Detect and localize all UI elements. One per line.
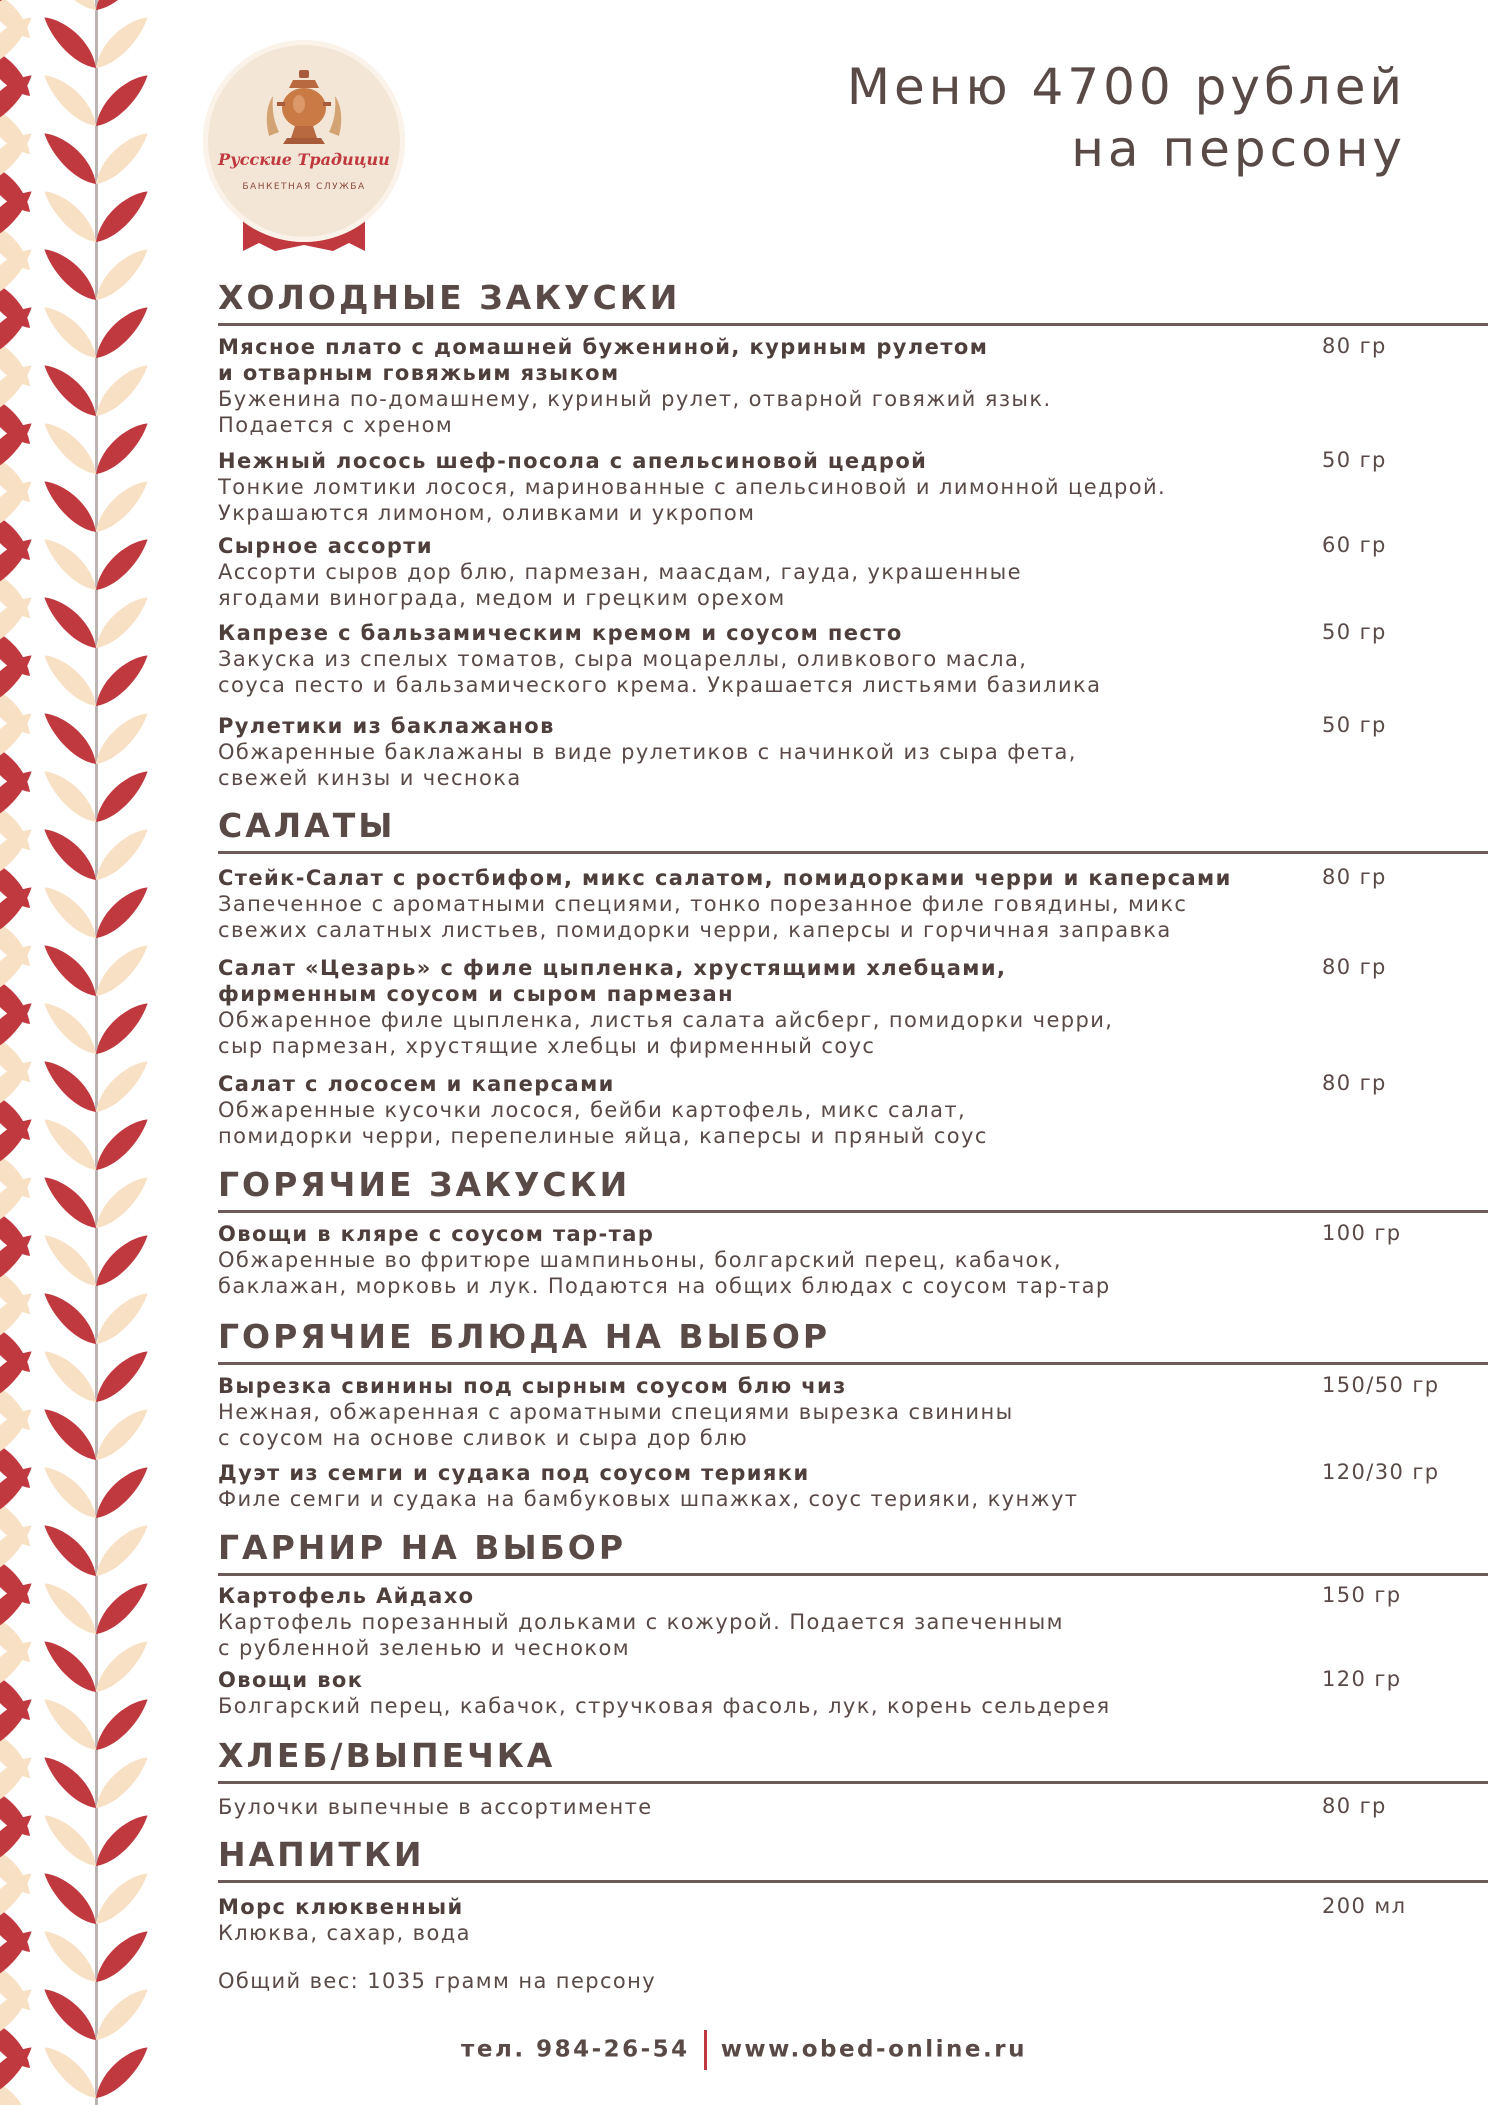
leaf-icon [85, 362, 150, 418]
item-description: Булочки выпечные в ассортименте [218, 1795, 653, 1819]
phone-number: тел. 984-26-54 [461, 2036, 690, 2063]
leaf-icon [85, 188, 150, 244]
item-description: Обжаренные кусочки лосося, бейби картофель, микс салат, помидорки черри, перепелиные яйца, каперсы и пряный соус [218, 1098, 988, 1148]
item-name: Сырное ассорти [218, 534, 433, 558]
item-description: Филе семги и судака на бамбуковых шпажках, соус терияки, кунжут [218, 1487, 1079, 1511]
leaf-icon [85, 768, 150, 824]
leaf-icon [85, 1116, 150, 1172]
leaf-icon [85, 1928, 150, 1984]
item-description: Закуска из спелых томатов, сыра моцареллы, оливкового масла, соуса песто и бальзамического крема. Украшается листьями базилика [218, 647, 1102, 697]
leaf-icon [85, 420, 150, 476]
leaf-icon [85, 1638, 150, 1694]
item-weight: 80 гр [1322, 1071, 1387, 1095]
leaf-icon [85, 942, 150, 998]
item-weight: 80 гр [1322, 334, 1387, 358]
item-weight: 50 гр [1322, 713, 1387, 737]
leaf-icon [85, 652, 150, 708]
contact-footer [0, 2030, 1488, 2070]
leaf-icon [85, 130, 150, 186]
item-weight: 150 гр [1322, 1583, 1402, 1607]
section-divider [218, 1362, 1488, 1365]
item-weight: 60 гр [1322, 533, 1387, 557]
section-divider [218, 323, 1488, 326]
leaf-icon [85, 1754, 150, 1810]
item-description: Нежная, обжаренная с ароматными специями вырезка свинины с соусом на основе сливок и сыра дор блю [218, 1400, 1014, 1450]
leaf-icon [85, 72, 150, 128]
website-link[interactable]: www.obed-online.ru [720, 2036, 1027, 2063]
leaf-icon [85, 478, 150, 534]
item-weight: 80 гр [1322, 1794, 1387, 1818]
leaf-icon [85, 1812, 150, 1868]
section-title: САЛАТЫ [218, 806, 396, 845]
item-description: Буженина по-домашнему, куриный рулет, отварной говяжий язык. Подается с хреном [218, 387, 1052, 437]
menu-item [218, 620, 1398, 698]
item-weight: 100 гр [1322, 1221, 1402, 1245]
menu-item [218, 1794, 1398, 1820]
item-description: Обжаренные во фритюре шампиньоны, болгарский перец, кабачок, баклажан, морковь и лук. Подаются на общих блюдах с соусом тар-тар [218, 1248, 1111, 1298]
total-weight: Общий вес: 1035 грамм на персону [218, 1969, 657, 1993]
menu-item [218, 713, 1398, 791]
item-description: Болгарский перец, кабачок, стручковая фасоль, лук, корень сельдерея [218, 1694, 1111, 1718]
menu-item [218, 1460, 1440, 1512]
leaf-icon [85, 1174, 150, 1230]
page-title [847, 56, 1406, 180]
leaf-icon [85, 1290, 150, 1346]
item-name: Овощи вок [218, 1668, 364, 1692]
item-description: Обжаренные баклажаны в виде рулетиков с начинкой из сыра фета, свежей кинзы и чеснока [218, 740, 1077, 790]
leaf-icon [85, 884, 150, 940]
section-divider [218, 1880, 1488, 1883]
leaf-icon [85, 1406, 150, 1462]
item-name: Салат «Цезарь» с филе цыпленка, хрустящими хлебцами, фирменным соусом и сыром пармезан [218, 956, 1007, 1006]
section-title: ГАРНИР НА ВЫБОР [218, 1528, 627, 1567]
item-weight: 120/30 гр [1322, 1460, 1440, 1484]
brand-logo [203, 40, 405, 254]
leaf-icon [85, 594, 150, 650]
item-weight: 120 гр [1322, 1667, 1402, 1691]
section-divider [218, 851, 1488, 854]
leaf-icon [85, 826, 150, 882]
section-divider [218, 1573, 1488, 1576]
brand-name: Русские Традиции [218, 150, 390, 169]
leaf-icon [85, 710, 150, 766]
item-name: Рулетики из баклажанов [218, 714, 555, 738]
item-weight: 150/50 гр [1322, 1373, 1440, 1397]
item-name: Капрезе с бальзамическим кремом и соусом песто [218, 621, 903, 645]
menu-item [218, 865, 1398, 943]
section-title: ХОЛОДНЫЕ ЗАКУСКИ [218, 278, 681, 317]
leaf-icon [85, 1696, 150, 1752]
item-weight: 50 гр [1322, 448, 1387, 472]
item-weight: 80 гр [1322, 865, 1387, 889]
leaf-icon [85, 304, 150, 360]
leaf-icon [85, 1870, 150, 1926]
menu-item [218, 1583, 1402, 1661]
menu-item [218, 334, 1398, 438]
leaf-icon [85, 536, 150, 592]
item-weight: 50 гр [1322, 620, 1387, 644]
item-name: Нежный лосось шеф-посола с апельсиновой цедрой [218, 449, 928, 473]
menu-item [218, 448, 1398, 526]
item-description: Обжаренное филе цыпленка, листья салата айсберг, помидорки черри, сыр пармезан, хрустящие хлебцы и фирменный соус [218, 1008, 1114, 1058]
title-line-1: Меню 4700 рублей [846, 58, 1406, 116]
menu-item [218, 1221, 1402, 1299]
section-title: ГОРЯЧИЕ БЛЮДА НА ВЫБОР [218, 1317, 831, 1356]
item-name: Морс клюквенный [218, 1895, 464, 1919]
item-name: Картофель Айдахо [218, 1584, 475, 1608]
brand-tagline: БАНКЕТНАЯ СЛУЖБА [242, 182, 366, 192]
item-weight: 200 мл [1322, 1894, 1407, 1918]
item-name: Вырезка свинины под сырным соусом блю чиз [218, 1374, 847, 1398]
section-divider [218, 1781, 1488, 1784]
leaf-icon [85, 1000, 150, 1056]
leaf-icon [85, 1058, 150, 1114]
item-name: Мясное плато с домашней бужениной, куриным рулетом и отварным говяжьим языком [218, 335, 989, 385]
item-weight: 80 гр [1322, 955, 1387, 979]
item-name: Овощи в кляре с соусом тар-тар [218, 1222, 655, 1246]
item-description: Картофель порезанный дольками с кожурой. Подается запеченным с рубленной зеленью и чесноком [218, 1610, 1064, 1660]
title-line-2: на персону [1071, 120, 1406, 178]
leaf-icon [85, 246, 150, 302]
item-name: Стейк-Салат с ростбифом, микс салатом, помидорками черри и каперсами [218, 866, 1232, 890]
menu-item [218, 955, 1398, 1059]
leaf-icon [85, 1580, 150, 1636]
section-title: НАПИТКИ [218, 1835, 425, 1874]
menu-item [218, 1071, 1398, 1149]
item-name: Салат с лососем и каперсами [218, 1072, 615, 1096]
leaf-icon [85, 1522, 150, 1578]
leaf-icon [85, 1464, 150, 1520]
leaf-icon [85, 14, 150, 70]
leaf-icon [85, 1232, 150, 1288]
item-description: Ассорти сыров дор блю, пармезан, маасдам, гауда, украшенные ягодами винограда, медом и грецким орехом [218, 560, 1022, 610]
menu-item [218, 1373, 1440, 1451]
section-title: ХЛЕБ/ВЫПЕЧКА [218, 1736, 556, 1775]
footer-divider [704, 2030, 707, 2070]
menu-item [218, 1667, 1402, 1719]
section-divider [218, 1210, 1488, 1213]
leaf-pattern-border [0, 0, 150, 2105]
item-description: Запеченное с ароматными специями, тонко порезанное филе говядины, микс свежих салатных листьев, помидорки черри, каперсы и горчичная заправка [218, 892, 1188, 942]
item-name: Дуэт из семги и судака под соусом терияки [218, 1461, 810, 1485]
leaf-icon [85, 1348, 150, 1404]
section-title: ГОРЯЧИЕ ЗАКУСКИ [218, 1165, 631, 1204]
menu-item [218, 533, 1398, 611]
item-description: Тонкие ломтики лосося, маринованные с апельсиновой и лимонной цедрой. Украшаются лимоном, оливками и укропом [218, 475, 1167, 525]
item-description: Клюква, сахар, вода [218, 1921, 471, 1945]
menu-item [218, 1894, 1407, 1946]
